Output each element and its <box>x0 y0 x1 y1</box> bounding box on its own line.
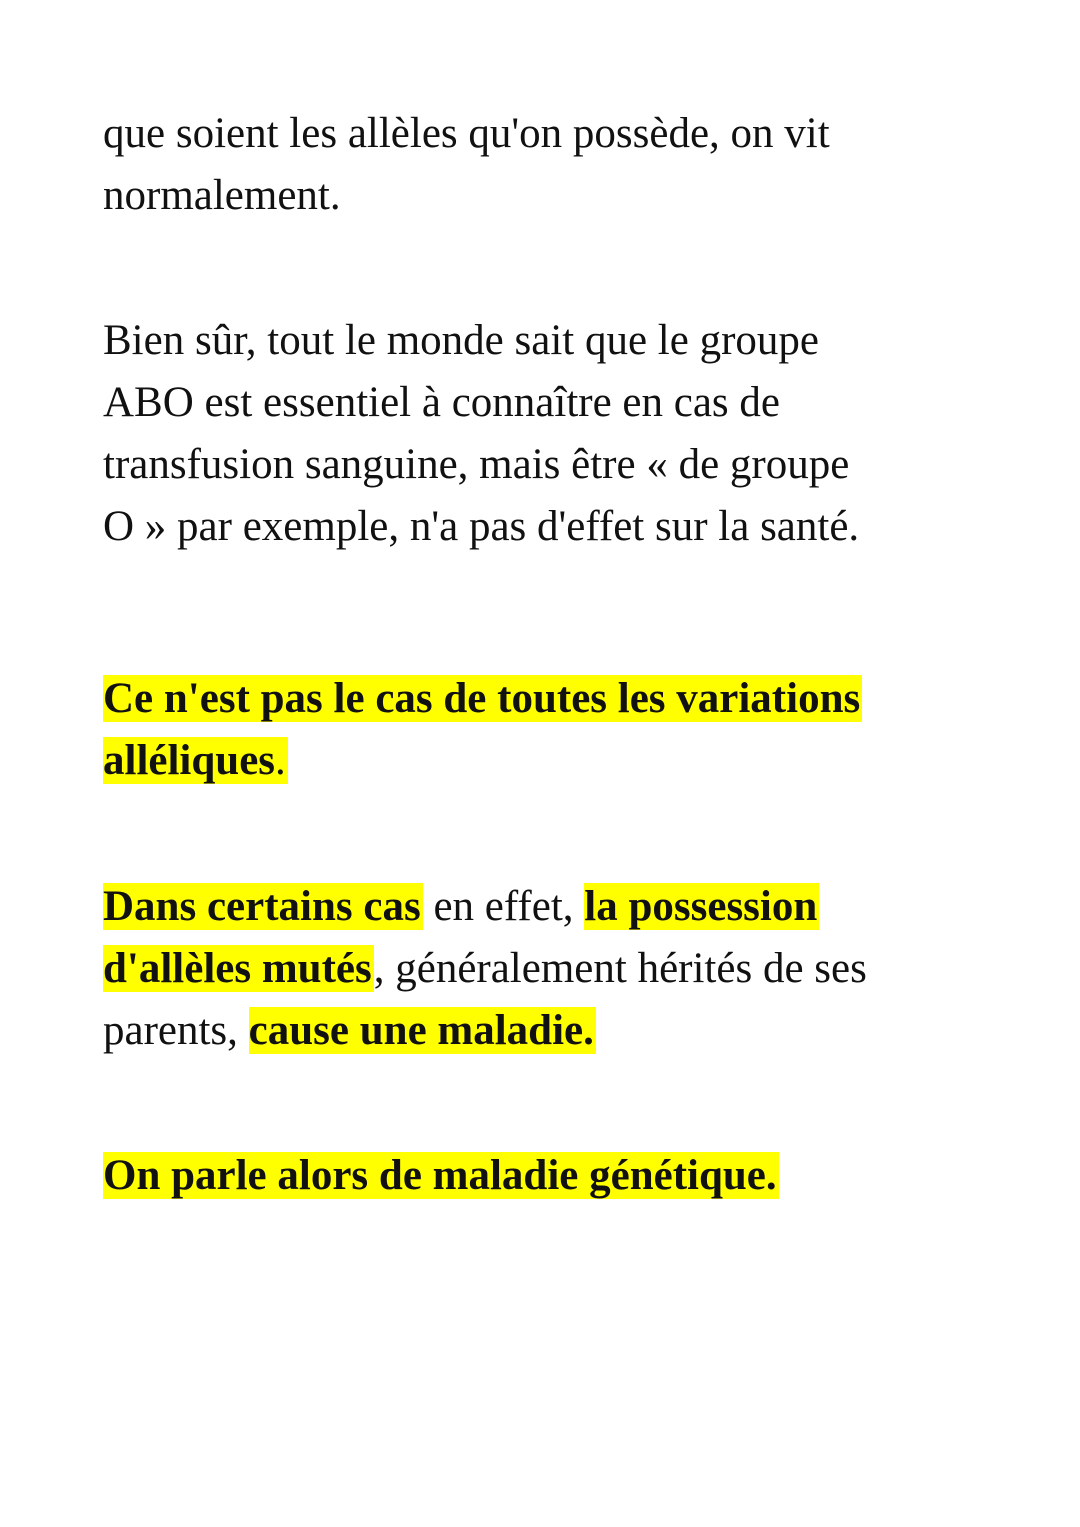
highlighted-bold-text: Dans certains cas <box>103 883 421 930</box>
paragraph-mutated-alleles <box>103 876 867 1062</box>
highlighted-bold-text: d'allèles mutés <box>103 945 372 992</box>
text-line <box>103 876 867 938</box>
text-line <box>103 938 867 1000</box>
text-line: transfusion sanguine, mais être « de groupe <box>103 441 850 488</box>
highlighted-bold-text: la possession <box>584 883 818 930</box>
highlighted-text <box>103 737 288 784</box>
plain-text: en effet, <box>422 883 585 930</box>
bold-text: alléliques <box>103 737 276 784</box>
text-line: O » par exemple, n'a pas d'effet sur la santé. <box>103 503 860 550</box>
text-line: ABO est essentiel à connaître en cas de <box>103 379 780 426</box>
text-line <box>103 1000 867 1062</box>
plain-text: , généralement hérités de ses <box>373 945 867 992</box>
highlighted-bold-text: On parle alors de maladie génétique. <box>103 1152 777 1199</box>
paragraph-genetic-disease <box>103 1145 779 1207</box>
paragraph-abo-group <box>103 310 859 558</box>
paragraph-intro-continuation <box>103 103 830 227</box>
plain-text: parents, <box>103 1007 249 1054</box>
text-line: que soient les allèles qu'on possède, on vit <box>103 110 830 157</box>
text-line <box>103 668 862 730</box>
highlighted-bold-text: cause une maladie. <box>248 1007 594 1054</box>
highlighted-bold-text: Ce n'est pas le cas de toutes les variations <box>103 675 861 722</box>
paragraph-allelic-variations <box>103 668 862 792</box>
text-line <box>103 1145 779 1207</box>
plain-text: . <box>275 737 286 784</box>
text-line <box>103 730 862 792</box>
text-line: normalement. <box>103 172 341 219</box>
text-line: Bien sûr, tout le monde sait que le groupe <box>103 317 819 364</box>
